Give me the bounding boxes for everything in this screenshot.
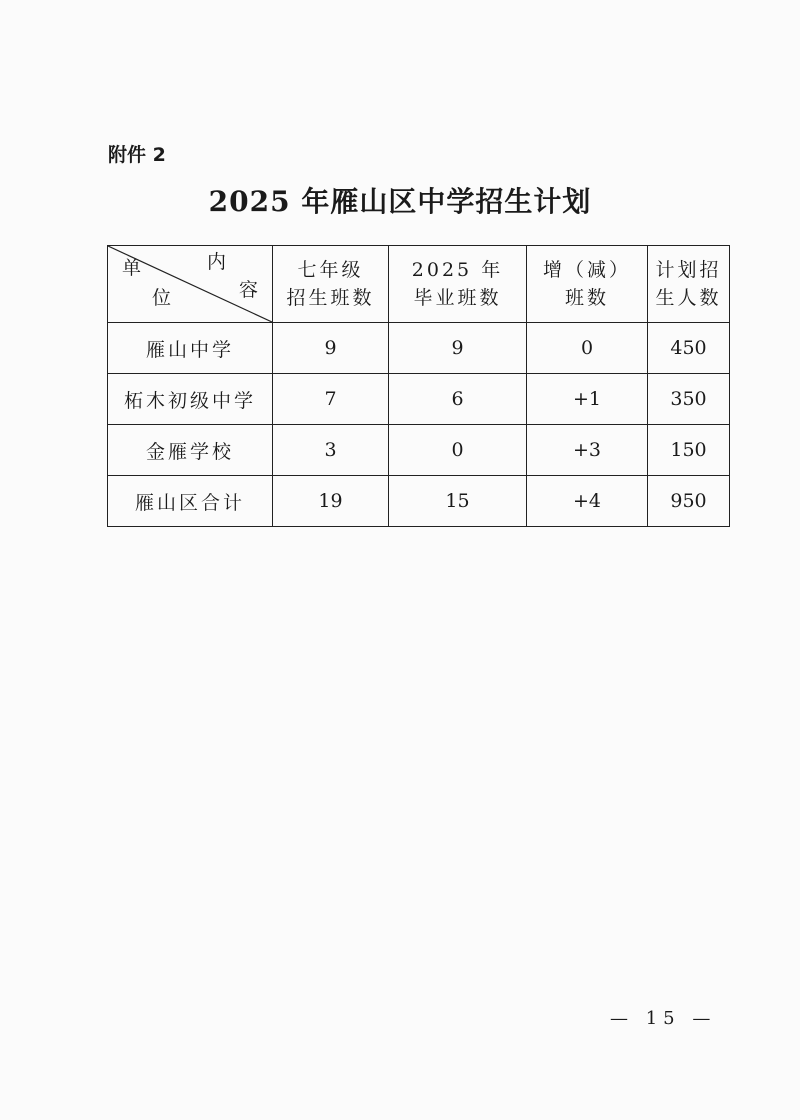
header-graduating-classes — [389, 246, 527, 323]
corner-label-content-1: 内 — [206, 251, 226, 273]
header-class-change — [527, 246, 648, 323]
header-line: 生人数 — [655, 287, 722, 309]
header-line: 招生班数 — [286, 287, 375, 309]
cell-grade7-classes: 7 — [273, 374, 389, 425]
page-number: — 15 — — [610, 1008, 717, 1029]
table-header-row — [108, 246, 730, 323]
table-row-total — [108, 476, 730, 527]
cell-graduating-classes: 6 — [389, 374, 527, 425]
header-grade7-classes — [273, 246, 389, 323]
cell-class-change: +1 — [527, 374, 648, 425]
header-line: 计划招 — [655, 259, 722, 281]
corner-label-content-2: 容 — [238, 279, 258, 301]
cell-grade7-classes: 19 — [273, 476, 389, 527]
corner-label-unit-1: 单 — [122, 257, 142, 279]
header-line: 七年级 — [297, 259, 364, 281]
cell-grade7-classes: 3 — [273, 425, 389, 476]
cell-planned-enrollment: 350 — [648, 374, 730, 425]
document-title: 2025 年雁山区中学招生计划 — [208, 185, 592, 218]
attachment-label: 附件 2 — [108, 144, 166, 166]
header-planned-enrollment — [648, 246, 730, 323]
cell-class-change: +3 — [527, 425, 648, 476]
header-line: 2025 年 — [411, 259, 504, 281]
table-row — [108, 425, 730, 476]
table-row — [108, 374, 730, 425]
cell-graduating-classes: 15 — [389, 476, 527, 527]
cell-class-change: 0 — [527, 323, 648, 374]
header-line: 增（减） — [542, 259, 631, 281]
cell-unit: 雁山区合计 — [108, 476, 273, 527]
corner-label-unit-2: 位 — [152, 287, 172, 309]
table-row — [108, 323, 730, 374]
enrollment-plan-table — [107, 245, 730, 527]
cell-grade7-classes: 9 — [273, 323, 389, 374]
cell-unit: 雁山中学 — [108, 323, 273, 374]
cell-unit: 柘木初级中学 — [108, 374, 273, 425]
cell-class-change: +4 — [527, 476, 648, 527]
cell-unit: 金雁学校 — [108, 425, 273, 476]
cell-planned-enrollment: 950 — [648, 476, 730, 527]
cell-graduating-classes: 9 — [389, 323, 527, 374]
cell-graduating-classes: 0 — [389, 425, 527, 476]
cell-planned-enrollment: 450 — [648, 323, 730, 374]
header-line: 班数 — [564, 287, 609, 309]
corner-header-cell — [108, 246, 273, 323]
header-line: 毕业班数 — [413, 287, 502, 309]
cell-planned-enrollment: 150 — [648, 425, 730, 476]
